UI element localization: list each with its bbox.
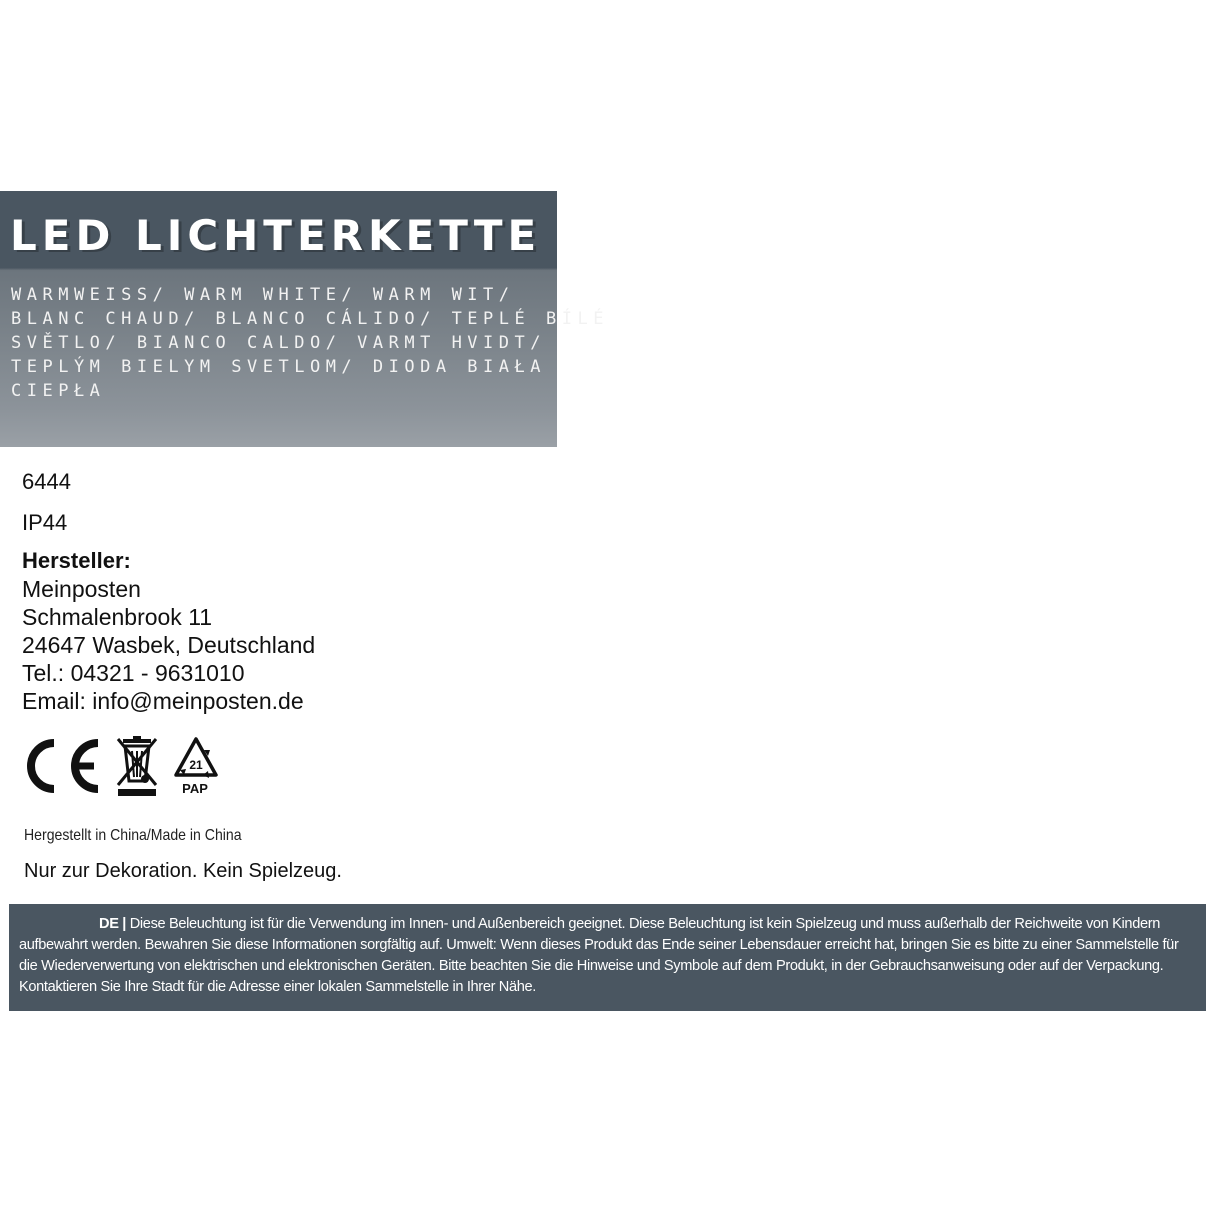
manufacturer-phone: Tel.: 04321 - 9631010 [22,660,245,686]
manufacturer-label: Hersteller: [22,548,131,573]
manufacturer-street: Schmalenbrook 11 [22,604,213,630]
recycling-material: PAP [182,781,208,796]
safety-info-body: Diese Beleuchtung ist für die Verwendung im Innen- und Außenbereich geeignet. Diese Beleuchtung ist kein Spielzeug und muss außerhalb der Reichweite von Kindern aufbewahrt werden. Bewahren Sie diese Informationen sorgfältig auf. Umwelt: Wenn dieses Produkt das Ende seiner Lebensdauer erreicht hat, bringen Sie es bitte zu einer Sammelstelle für die Wiederverwertung von elektrischen und elektronischen Geräten. Bitte beachten Sie die Hinweise und Symbole auf dem Produkt, in der Gebrauchsanweisung oder auf der Verpackung. Kontaktieren Sie Ihre Stadt für die Adresse einer lokalen Sammelstelle in Ihrer Nähe. [19,916,1179,995]
article-number: 6444 [22,469,71,494]
recycling-21-pap-icon [170,735,222,799]
made-in-notice: Hergestellt in China/Made in China [24,827,242,844]
weee-crossed-bin-icon [114,735,164,799]
recycling-code: 21 [189,758,203,772]
color-description-line: CIEPŁA [11,381,106,401]
color-description-line: SVĚTLO/ BIANCO CALDO/ VARMT HVIDT/ [11,333,546,353]
manufacturer-city: 24647 Wasbek, Deutschland [22,632,316,658]
title-banner [0,191,609,447]
decoration-notice: Nur zur Dekoration. Kein Spielzeug. [24,860,342,882]
product-title: LED LICHTERKETTE [10,211,542,260]
color-description [11,283,609,403]
safety-info-text [9,904,1206,998]
protection-rating: IP44 [22,510,68,535]
manufacturer-name: Meinposten [22,576,141,602]
ce-mark-icon [20,735,104,797]
safety-info-panel [9,904,1206,1011]
color-description-line: WARMWEISS/ WARM WHITE/ WARM WIT/ [11,285,515,305]
color-description-line: TEPLÝM BIELYM SVETLOM/ DIODA BIAŁA [11,357,546,377]
language-code: DE | [99,916,127,932]
color-description-line: BLANC CHAUD/ BLANCO CÁLIDO/ TEPLÉ BÍLÉ [11,309,609,329]
manufacturer-email: Email: info@meinposten.de [22,688,304,714]
